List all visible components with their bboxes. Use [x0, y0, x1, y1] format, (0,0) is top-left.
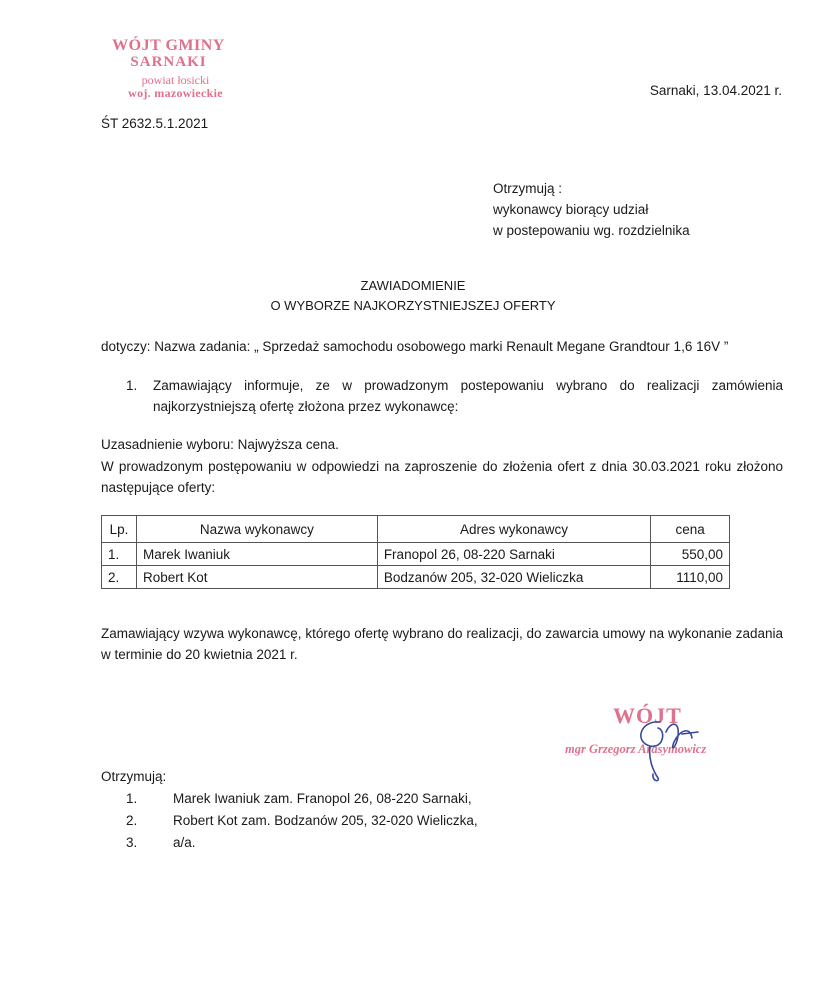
title-line-1: ZAWIADOMIENIE [360, 278, 466, 293]
cell-name: Robert Kot [136, 566, 377, 589]
subject-line: dotyczy: Nazwa zadania: „ Sprzedaż samochodu osobowego marki Renault Megane Grandtour 1,6 16V ” [101, 339, 729, 354]
numbered-item [101, 375, 783, 417]
cell-address: Bodzanów 205, 32-020 Wieliczka [377, 566, 650, 589]
item-number: 1. [126, 791, 138, 806]
item-text: Zamawiający informuje, ze w prowadzonym postepowaniu wybrano do realizacji zamówienia najkorzystniejszą ofertę złożona przez wykonawcę: [153, 378, 783, 414]
recipients-line-1: Otrzymują : [493, 181, 563, 196]
recipients-line-2: wykonawcy biorący udział [493, 202, 649, 217]
handwritten-signature [620, 712, 710, 784]
item-text: Robert Kot zam. Bodzanów 205, 32-020 Wieliczka, [173, 813, 478, 828]
cell-price: 1110,00 [651, 566, 730, 589]
signature-stamp-title: WÓJT [613, 703, 682, 728]
item-number: 2. [126, 813, 138, 828]
table-row [102, 566, 730, 589]
item-number: 3. [126, 835, 138, 850]
stamp-line-4: woj. mazowieckie [128, 86, 223, 100]
list-item [101, 810, 478, 832]
document-title [0, 276, 826, 316]
cell-lp: 2. [102, 566, 137, 589]
table-header-row [102, 516, 730, 543]
distribution-header: Otrzymują: [101, 769, 167, 784]
stamp-line-1: WÓJT GMINY [112, 37, 225, 54]
item-text: Marek Iwaniuk zam. Franopol 26, 08-220 Sarnaki, [173, 791, 472, 806]
stamp-line-3: powiat łosicki [141, 73, 210, 87]
item-text: a/a. [173, 835, 196, 850]
offers-table [101, 515, 730, 589]
call-to-contract: Zamawiający wzywa wykonawcę, którego ofertę wybrano do realizacji, do zawarcia umowy na wykonanie zadania w terminie do 20 kwietnia 2021 r. [101, 626, 783, 662]
signature-stamp-name: mgr Grzegorz Arasymowicz [565, 742, 707, 756]
cell-price: 550,00 [651, 543, 730, 566]
cell-lp: 1. [102, 543, 137, 566]
point-1 [101, 375, 783, 417]
justification: Uzasadnienie wyboru: Najwyższa cena. [101, 437, 339, 452]
cell-address: Franopol 26, 08-220 Sarnaki [377, 543, 650, 566]
office-stamp [96, 38, 241, 99]
list-item [101, 832, 478, 854]
header-price: cena [651, 516, 730, 543]
letter-date: Sarnaki, 13.04.2021 r. [649, 83, 782, 98]
offers-intro: W prowadzonym postępowaniu w odpowiedzi na zaproszenie do złożenia ofert z dnia 30.03.2021 roku złożono następujące oferty: [101, 459, 783, 495]
stamp-line-2: SARNAKI [130, 54, 207, 70]
recipients-line-3: w postepowaniu wg. rozdzielnika [493, 223, 690, 238]
cell-name: Marek Iwaniuk [136, 543, 377, 566]
item-number: 1. [126, 378, 138, 393]
reference-number: ŚT 2632.5.1.2021 [101, 116, 209, 131]
list-item [101, 788, 478, 810]
header-lp: Lp. [102, 516, 137, 543]
header-name: Nazwa wykonawcy [136, 516, 377, 543]
title-line-2: O WYBORZE NAJKORZYSTNIEJSZEJ OFERTY [270, 298, 556, 313]
table-row [102, 543, 730, 566]
header-address: Adres wykonawcy [377, 516, 650, 543]
distribution-list [101, 766, 478, 854]
recipients-block [493, 178, 690, 241]
